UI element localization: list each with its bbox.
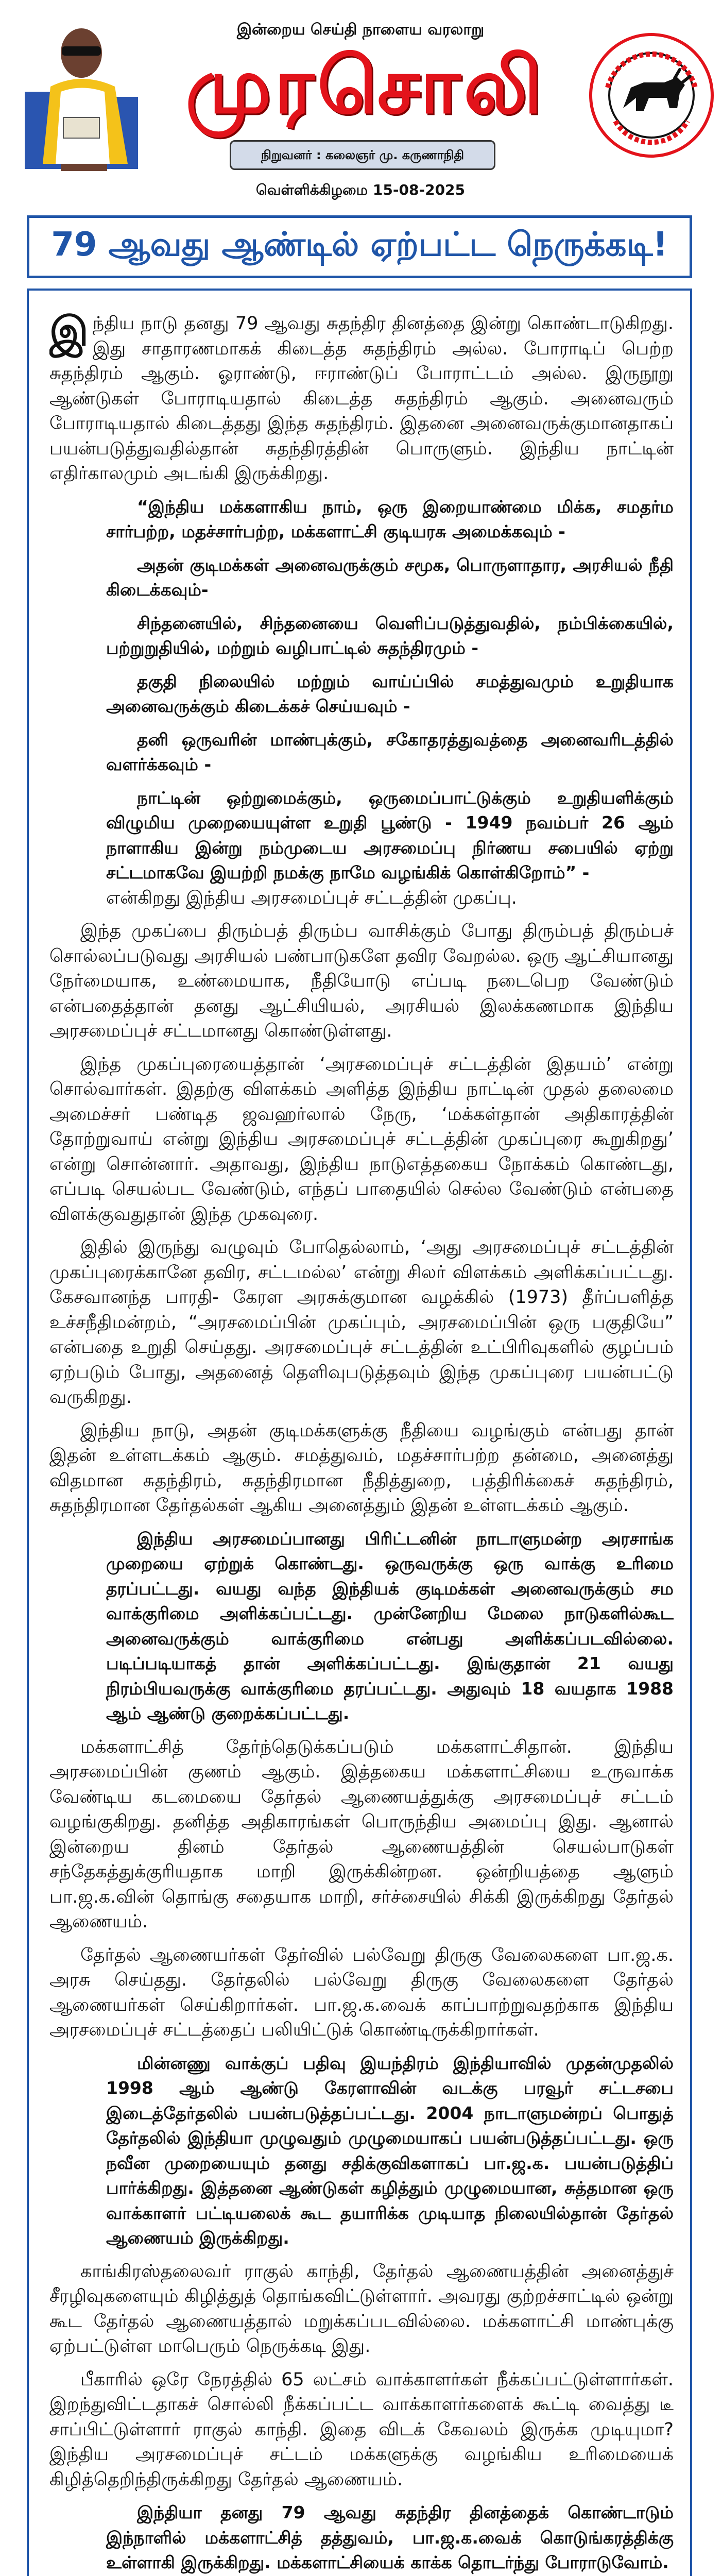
preamble-quote: தகுதி நிலையில் மற்றும் வாய்ப்பில் சமத்துவமும் உறுதியாக அனைவருக்கும் கிடைக்கச் செய்யவும் - — [106, 671, 674, 716]
paragraph: காங்கிரஸ்தலைவர் ராகுல் காந்தி, தேர்தல் ஆணையத்தின் அனைத்துச் சீரழிவுகளையும் கிழித்துத் தொங்கவிட்டுள்ளார். அவரது குற்றச்சாட்டில் ஒன்று கூட தேர்தல் ஆணையத்தால் மறுக்கப்படவில்லை. மக்களாட்சி மாண்புக்கு ஏற்பட்டுள்ள மாபெரும் நெருக்கடி இது. — [49, 2261, 674, 2357]
paragraph: இதில் இருந்து வழுவும் போதெல்லாம், ‘அது அரசமைப்புச் சட்டத்தின் முகப்புரைக்கானே தவிர, சட்டமல்ல’ என்று சிலர் விளக்கம் அளிக்கப்பட்டது. கேசவானந்த பாரதி- கேரள அரசுக்குமான வழக்கில் (1973) தீர்ப்பளித்த உச்சநீதிமன்றம், “அரசமைப்பின் முகப்பும், அரசமைப்பின் ஒரு பகுதியே” என்பதை உறுதி செய்தது. அரசமைப்புச் சட்டத்தின் உட்பிரிவுகளில் குழப்பம் ஏற்படும் போது, அதனைத் தெளிவுபடுத்தவும் இந்த முகப்புரை பயன்பட்டு வருகிறது. — [49, 1237, 674, 1408]
paragraph: இந்த முகப்பை திரும்பத் திரும்ப வாசிக்கும் போது திரும்பத் திரும்பச் சொல்லப்படுவது அரசியல் பண்பாடுகளே தவிர வேறல்ல. ஒரு ஆட்சியானது நேர்மையாக, உண்மையாக, நீதியோடு எப்படி நடைபெற வேண்டும் என்பதைத்தான் தனது ஆட்சியியல், அரசியல் இலக்கணமாக இந்திய அரசமைப்புச் சட்டமானது கொண்டுள்ளது. — [49, 921, 674, 1041]
article-body — [49, 311, 674, 2576]
paragraph: இந்திய நாடு, அதன் குடிமக்களுக்கு நீதியை வழங்கும் என்பது தான் இதன் உள்ளடக்கம் ஆகும். சமத்துவம், மதச்சார்பற்ற தன்மை, அனைத்து விதமான சுதந்திரம், சுதந்திரமான நீதித்துறை, பத்திரிக்கைச் சுதந்திரம், சுதந்திரமான தேர்தல்கள் ஆகிய அனைத்தும் இதன் உள்ளடக்கம் ஆகும். — [49, 1420, 674, 1516]
paragraph: மக்களாட்சித் தேர்ந்தெடுக்கப்படும் மக்களாட்சிதான். இந்திய அரசமைப்பின் குணம் ஆகும். இத்தகைய மக்களாட்சியை உருவாக்க வேண்டிய கடமையை தேர்தல் ஆணையத்துக்கு அரசமைப்புச் சட்டம் வழங்குகிறது. தனித்த அதிகாரங்கள் பொருந்திய அமைப்பு இது. ஆனால் இன்றைய தினம் தேர்தல் ஆணையத்தின் செயல்பாடுகள் சந்தேகத்துக்குரியதாக மாறி இருக்கின்றன. ஒன்றியத்தை ஆளும் பா.ஜ.க.வின் தொங்கு சதையாக மாறி, சர்ச்சையில் சிக்கி இருக்கிறது தேர்தல் ஆணையம். — [49, 1736, 674, 1932]
paragraph: இந்திய நாடு தனது 79 ஆவது சுதந்திர தினத்தை இன்று கொண்டாடுகிறது. இது சாதாரணமாகக் கிடைத்த சுதந்திரம் அல்ல. போராடிப் பெற்ற சுதந்திரம் ஆகும். ஓராண்டு, ஈராண்டுப் போராட்டம் அல்ல. இருநூறு ஆண்டுகள் போராடியதால் கிடைத்த சுதந்திரம் ஆகும். அனைவரும் போராடியதால் கிடைத்தது இந்த சுதந்திரம். இதனை அனைவருக்குமானதாகப் பயன்படுத்துவதில்தான் சுதந்திரத்தின் பொருளும். இந்திய நாட்டின் எதிர்காலமும் அடங்கி இருக்கிறது. — [49, 311, 674, 484]
newspaper-logo: முரசொலி — [185, 41, 545, 131]
highlight-paragraph: இந்திய அரசமைப்பானது பிரிட்டனின் நாடாளுமன்ற அரசாங்க முறையை ஏற்றுக் கொண்டது. ஒருவருக்கு ஒரு வாக்கு உரிமை தரப்பட்டது. வயது வந்த இந்தியக் குடிமக்கள் அனைவருக்கும் சம வாக்குரிமை அளிக்கப்பட்டது. முன்னேறிய மேலை நாடுகளில்கூட அனைவருக்கும் வாக்குரிமை என்பது அளிக்கப்படவில்லை. படிப்படியாகத் தான் அளிக்கப்பட்டது. இங்குதான் 21 வயது நிரம்பியவருக்கு வாக்குரிமை தரப்பட்டது. அதுவும் 18 வயதாக 1988 ஆம் ஆண்டு குறைக்கப்பட்டது. — [106, 1528, 674, 1723]
preamble-quote: தனி ஒருவரின் மாண்புக்கும், சகோதரத்துவத்தை அனைவரிடத்தில் வளர்க்கவும் - — [106, 729, 674, 774]
masthead — [0, 0, 722, 206]
paragraph: பீகாரில் ஒரே நேரத்தில் 65 லட்சம் வாக்காளர்கள் நீக்கப்பட்டுள்ளார்கள். இறந்துவிட்டதாகச் சொல்லி நீக்கப்பட்ட வாக்காளர்களைக் கூட்டி வைத்து டீ சாப்பிட்டுள்ளார் ராகுல் காந்தி. இதை விடக் கேவலம் இருக்க முடியுமா? இந்திய அரசமைப்புச் சட்டம் மக்களுக்கு வழங்கிய உரிமையைக் கிழித்தெறிந்திருக்கிறது தேர்தல் ஆணையம். — [49, 2369, 674, 2490]
founder-portrait — [4, 9, 159, 179]
founder-line: நிறுவனர் : கலைஞர் மு. கருணாநிதி — [230, 140, 495, 170]
closing-paragraph: இந்தியா தனது 79 ஆவது சுதந்திர தினத்தைக் கொண்டாடும் இந்நாளில் மக்களாட்சித் தத்துவம், பா.ஜ.க.வைக் கொடுங்கரத்திக்கு உள்ளாகி இருக்கிறது. மக்களாட்சியைக் காக்க தொடர்ந்து போராடுவோம். — [106, 2502, 674, 2572]
highlight-paragraph: மின்னணு வாக்குப் பதிவு இயந்திரம் இந்தியாவில் முதன்முதலில் 1998 ஆம் ஆண்டு கேரளாவின் வடக்கு பரவூர் சட்டசபை இடைத்தேர்தலில் பயன்படுத்தப்பட்டது. 2004 நாடாளுமன்றப் பொதுத் தேர்தலில் இந்தியா முழுவதும் முழுமையாகப் பயன்படுத்தப்பட்டது. ஒரு நவீன முறையையும் தனது சதிக்குவிகளாகப் பா.ஜ.க. பயன்படுத்திப் பார்க்கிறது. இத்தனை ஆண்டுகள் கழித்தும் முழுமையான, சுத்தமான ஒரு வாக்காளர் பட்டியலைக் கூட தயாரிக்க முடியாத நிலையில்தான் தேர்தல் ஆணையம் இருக்கிறது. — [106, 2053, 674, 2248]
publication-date: வெள்ளிக்கிழமை 15-08-2025 — [255, 181, 466, 198]
preamble-quote: “இந்திய மக்களாகிய நாம், ஒரு இறையாண்மை மிக்க, சமதர்ம சார்பற்ற, மதச்சார்பற்ற, மக்களாட்சி குடியரசு அமைக்கவும் - — [106, 496, 674, 541]
article-frame — [27, 289, 692, 2576]
tagline: இன்றைய செய்தி நாளைய வரலாறு — [236, 21, 485, 39]
quote-attribution: என்கிறது இந்திய அரசமைப்புச் சட்டத்தின் முகப்பு. — [106, 887, 517, 908]
paragraph: இந்த முகப்புரையைத்தான் ‘அரசமைப்புச் சட்டத்தின் இதயம்’ என்று சொல்வார்கள். இதற்கு விளக்கம் அளித்த இந்திய நாட்டின் முதல் தலைமை அமைச்சர் பண்டித ஜவஹர்லால் நேரு, ‘மக்கள்தான் அதிகாரத்தின் தோற்றுவாய் என்று இந்திய அரசமைப்புச் சட்டத்தின் முகப்புரை கூறுகிறது’ என்று சொன்னார். அதாவது, இந்திய நாடுஎத்தகைய நோக்கம் கொண்டது, எப்படி செயல்பட வேண்டும், எந்தப் பாதையில் செல்ல வேண்டும் என்பதை விளக்குவதுதான் இந்த முகவுரை. — [49, 1054, 674, 1225]
party-emblem-icon — [587, 31, 716, 160]
preamble-quote: நாட்டின் ஒற்றுமைக்கும், ஒருமைப்பாட்டுக்கும் உறுதியளிக்கும் விழுமிய முறையையுள்ள உறுதி பூண்டு - 1949 நவம்பர் 26 ஆம் நாளாகிய இன்று நம்முடைய அரசமைப்பு நிர்ணய சபையில் ஏற்று சட்டமாகவே இயற்றி நமக்கு நாமே வழங்கிக் கொள்கிறோம்” - — [106, 787, 674, 883]
preamble-quote: அதன் குடிமக்கள் அனைவருக்கும் சமூக, பொருளாதார, அரசியல் நீதி கிடைக்கவும்- — [106, 554, 674, 600]
paragraph: தேர்தல் ஆணையர்கள் தேர்வில் பல்வேறு திருகு வேலைகளை பா.ஜ.க. அரசு செய்தது. தேர்தலில் பல்வேறு திருகு வேலைகளை தேர்தல் ஆணையர்கள் செய்கிறார்கள். பா.ஜ.க.வைக் காப்பாற்றுவதற்காக இந்திய அரசமைப்புச் சட்டத்தைப் பலியிட்டுக் கொண்டிருக்கிறார்கள். — [49, 1944, 674, 2040]
headline: 79 ஆவது ஆண்டில் ஏற்பட்ட நெருக்கடி! — [27, 215, 692, 278]
preamble-quote: சிந்தனையில், சிந்தனையை வெளிப்படுத்துவதில், நம்பிக்கையில், பற்றுறுதியில், மற்றும் வழிபாட்டில் சுதந்திரமும் - — [106, 613, 674, 658]
